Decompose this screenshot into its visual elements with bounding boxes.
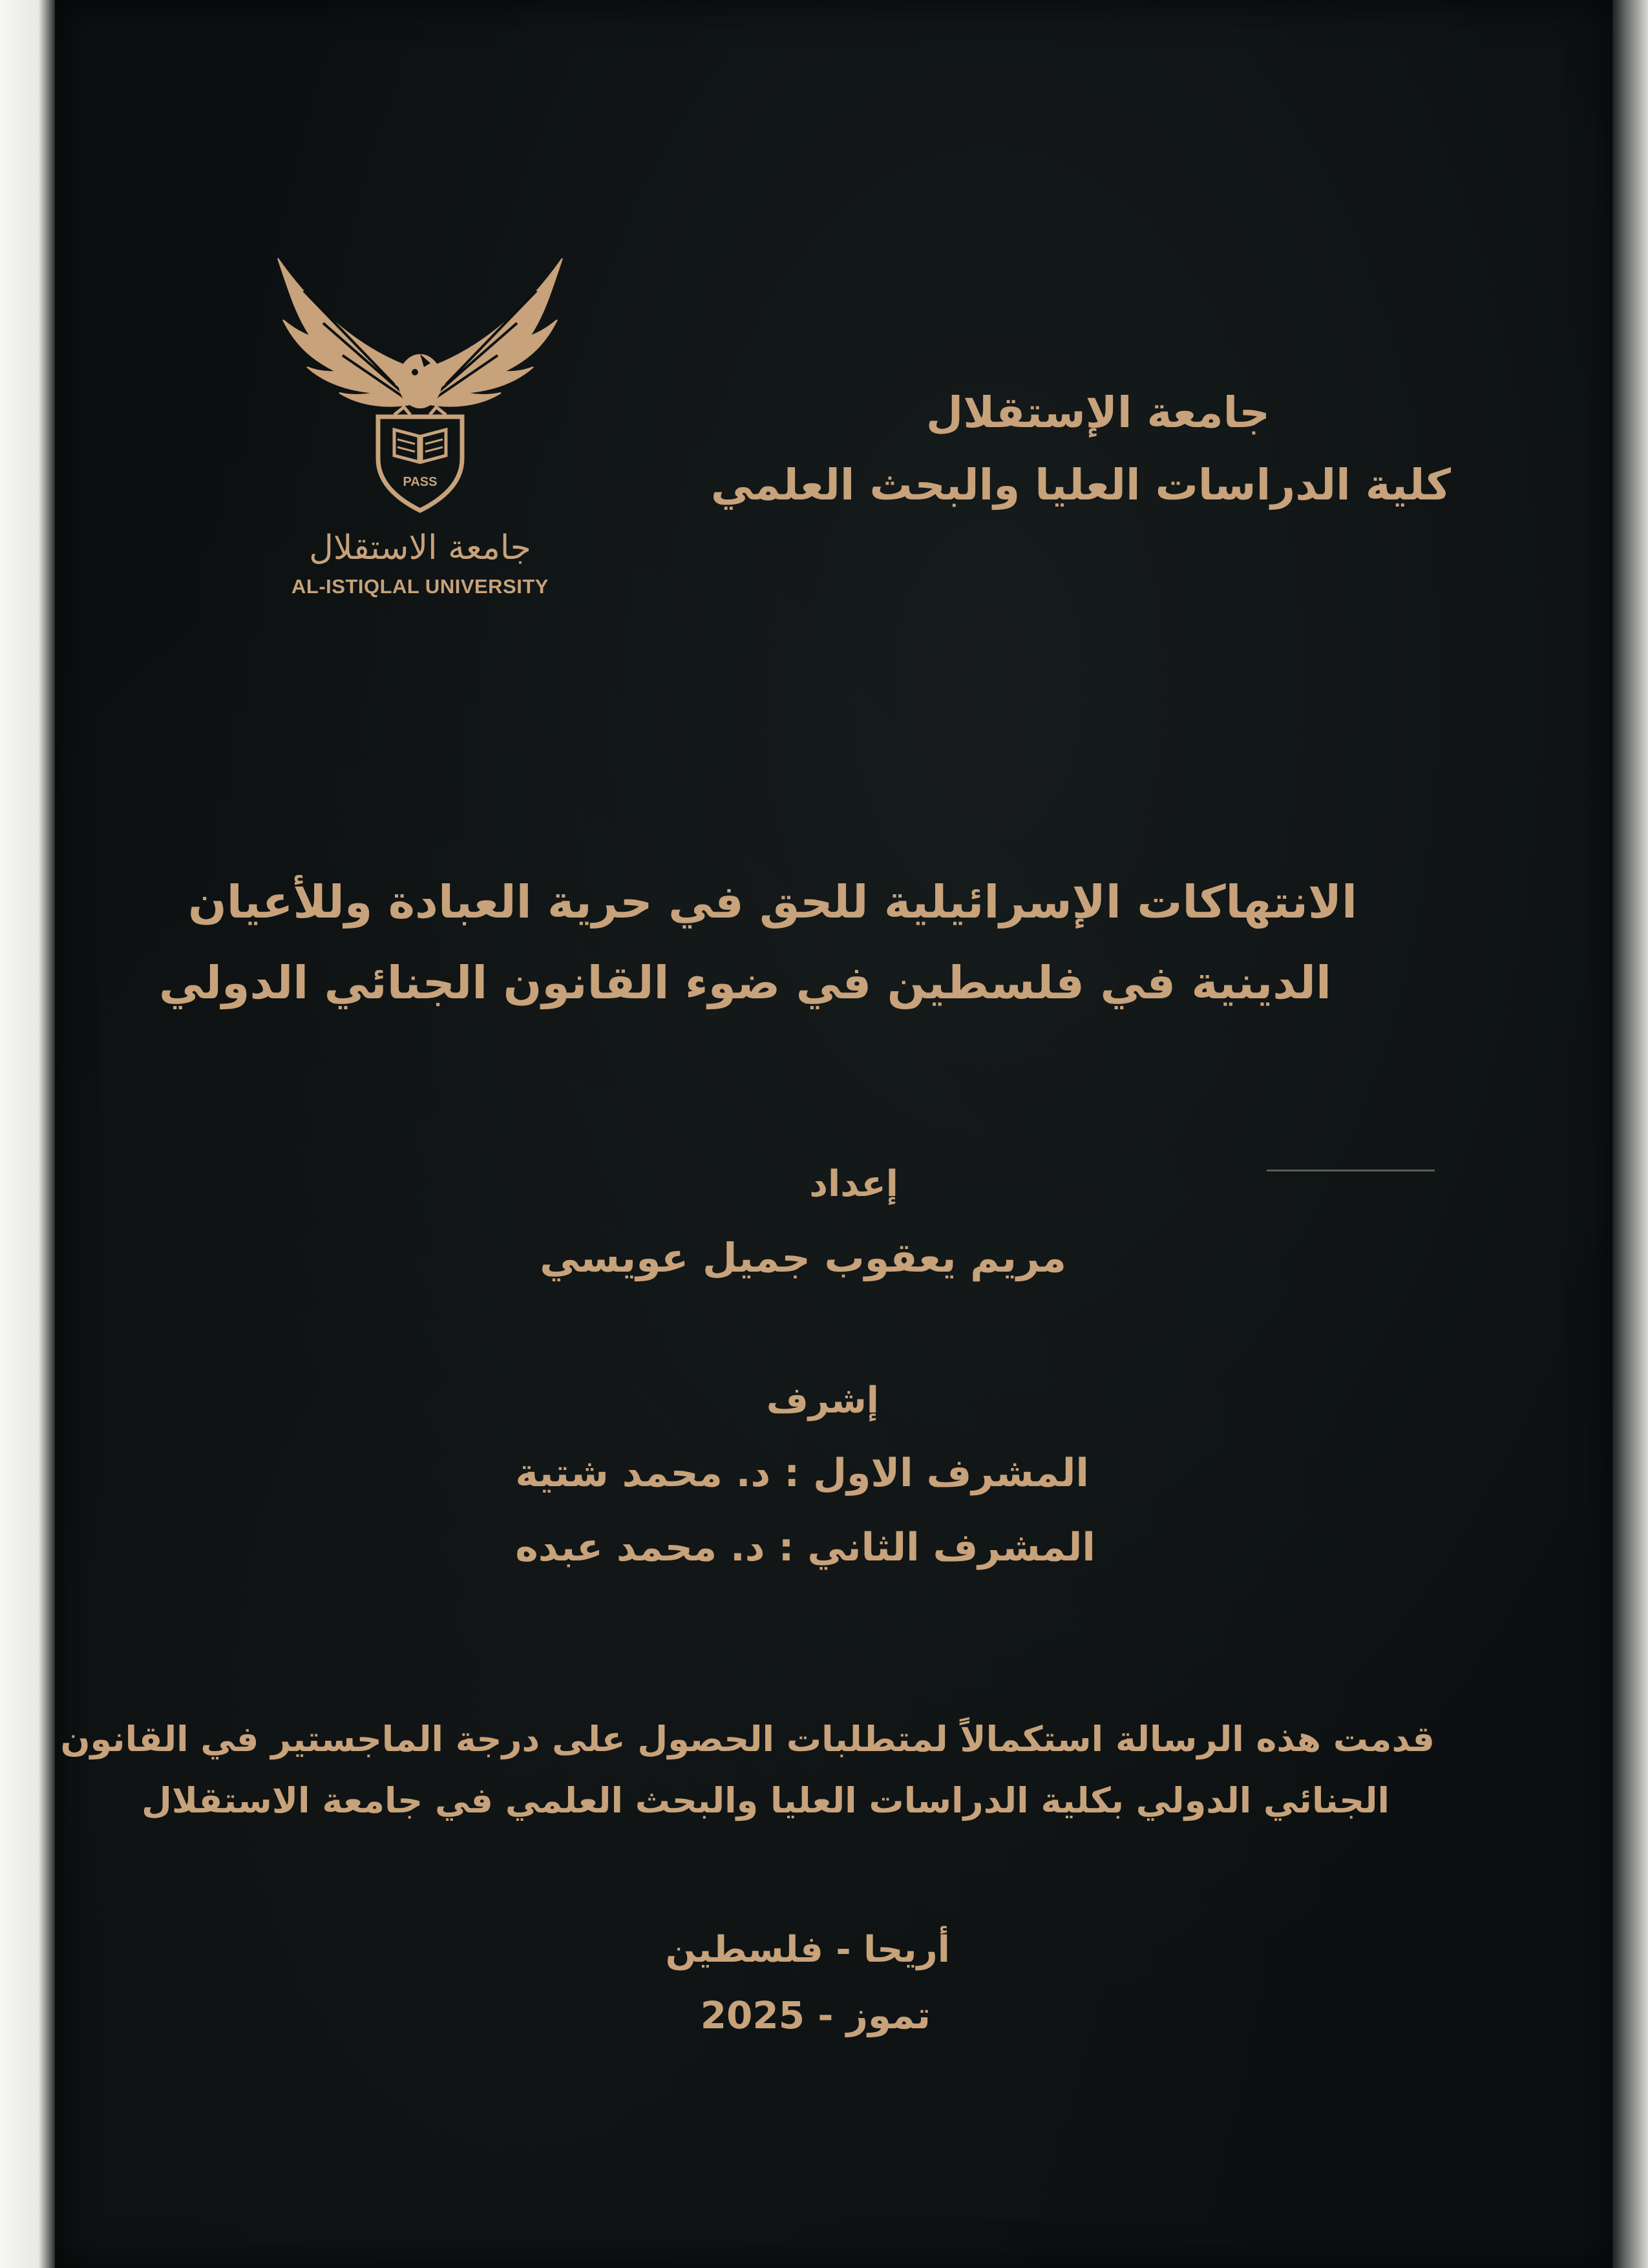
first-supervisor: المشرف الاول : د. محمد شتية xyxy=(515,1451,1089,1496)
supervision-label: إشرف xyxy=(766,1380,879,1422)
logo-badge-text: PASS xyxy=(403,475,438,489)
faculty-name: كلية الدراسات العليا والبحث العلمي xyxy=(710,460,1451,510)
thesis-title-line-2: الدينية في فلسطين في ضوء القانون الجنائي الدولي xyxy=(158,956,1331,1009)
logo-name-english: AL-ISTIQLAL UNIVERSITY xyxy=(291,575,549,598)
page-left-margin xyxy=(0,0,55,2268)
university-name: جامعة الإستقلال xyxy=(926,388,1270,437)
logo-name-arabic: جامعة الاستقلال xyxy=(309,529,531,567)
author-name: مريم يعقوب جميل عويسي xyxy=(540,1234,1066,1281)
submission-statement-line-2: الجنائي الدولي بكلية الدراسات العليا والبحث العلمي في جامعة الاستقلال xyxy=(141,1780,1389,1821)
thesis-title-line-1: الانتهاكات الإسرائيلية للحق في حرية العبادة وللأعيان xyxy=(187,876,1357,929)
prepared-by-label: إعداد xyxy=(809,1163,898,1205)
eagle-with-book-shield-icon xyxy=(265,246,575,517)
date: تموز - 2025 xyxy=(700,1993,931,2037)
place: أريحا - فلسطين xyxy=(665,1929,950,1971)
second-supervisor: المشرف الثاني : د. محمد عبده xyxy=(515,1525,1095,1570)
cover-spine-edge xyxy=(1612,0,1648,2268)
submission-statement-line-1: قدمت هذه الرسالة استكمالاً لمتطلبات الحصول على درجة الماجستير في القانون xyxy=(60,1719,1435,1759)
divider-line xyxy=(1267,1170,1435,1171)
